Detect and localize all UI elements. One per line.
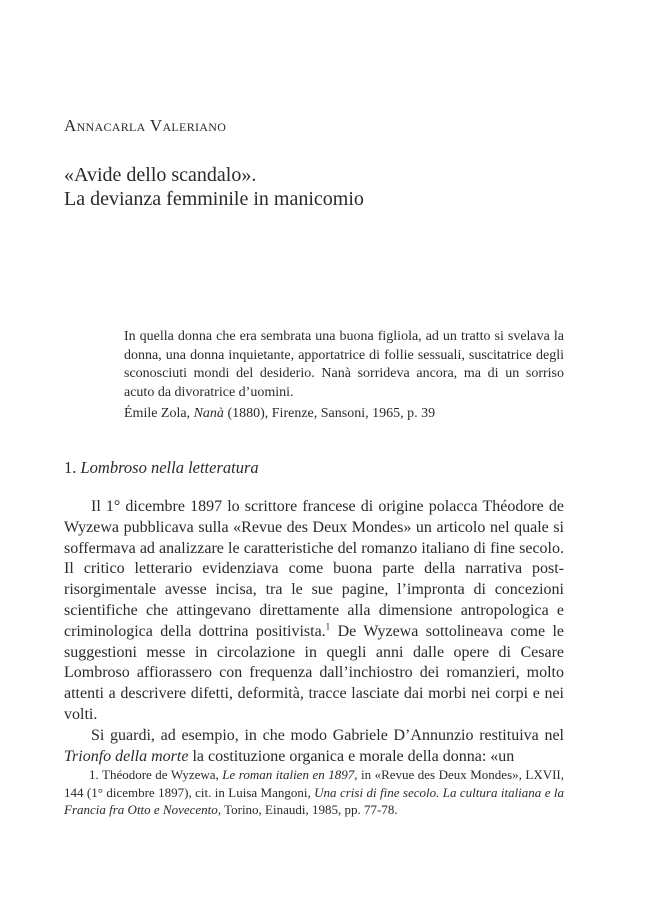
body-text [64, 497, 564, 767]
epigraph-source-details: (1880), Firenze, Sansoni, 1965, p. 39 [223, 406, 436, 421]
footnote-text-1: 1. Théodore de Wyzewa, [89, 767, 223, 782]
chapter-title-line-2: La devianza femminile in manicomio [64, 188, 364, 210]
author-name: Annacarla Valeriano [64, 116, 227, 135]
chapter-title-line-1: «Avide dello scandalo». [64, 164, 257, 186]
footnote-work-2: Una crisi di fine secolo. La cultura italiana e la Francia fra Otto e Novecento [64, 784, 564, 817]
footnote-reference: 1 [325, 621, 331, 632]
epigraph-source [124, 405, 564, 424]
chapter-title [64, 163, 364, 211]
section-number: 1. [64, 458, 81, 477]
paragraph-2 [64, 726, 564, 768]
paragraph-2-text-a: Si guardi, ad esempio, in che modo Gabriele D’Annunzio restituiva nel [91, 726, 564, 744]
paragraph-1-text-a: Il 1° dicembre 1897 lo scrittore francese di origine polacca Théodore de Wyzewa pubblicava sulla «Revue des Deux Mondes» un articolo nel quale si soffermava ad analizzare le caratteristiche del romanzo italiano di fine secolo. Il critico letterario evidenziava come buona parte della narrativa post-risorgimentale avesse incisa, tra le sue pagine, l’impronta di concezioni scientifiche che attingevano direttamente alla dimensione antropologica e criminologica della dottrina positivista. [64, 498, 564, 640]
epigraph [124, 328, 564, 424]
footnote-work-1: Le roman italien en 1897 [222, 767, 355, 782]
footnote [64, 766, 564, 819]
paragraph-1-text-b: De Wyzewa sottolineava come le suggestioni messe in circolazione in quegli anni dalle opere di Cesare Lombroso affiorassero con frequenza dall’inchiostro dei romanzieri, molto attenti a descrivere difetti, deformità, tracce lasciate dai morbi nei corpi e nei volti. [64, 622, 564, 723]
paragraph-1 [64, 497, 564, 726]
epigraph-text: In quella donna che era sembrata una buona figliola, ad un tratto si svelava la donna, una donna inquietante, apportatrice di follie sessuali, suscitatrice degli sconosciuti mondi del desiderio. Nanà sorrideva ancora, ma di un sorriso acuto da divoratrice d’uomini. [124, 329, 564, 400]
footnote-text-2: , in «Revue des Deux Mondes», LXVII, 144 (1° dicembre 1897), cit. in Luisa Mangoni, [64, 767, 565, 800]
section-heading [64, 458, 259, 478]
paragraph-2-text-b: la costituzione organica e morale della donna: «un [188, 747, 515, 765]
footnote-text-3: , Torino, Einaudi, 1985, pp. 77-78. [217, 802, 398, 817]
epigraph-source-author: Émile Zola, [124, 406, 194, 421]
epigraph-source-work: Nanà [193, 406, 224, 421]
paragraph-2-work-title: Trionfo della morte [64, 747, 189, 765]
section-title: Lombroso nella letteratura [80, 458, 259, 477]
